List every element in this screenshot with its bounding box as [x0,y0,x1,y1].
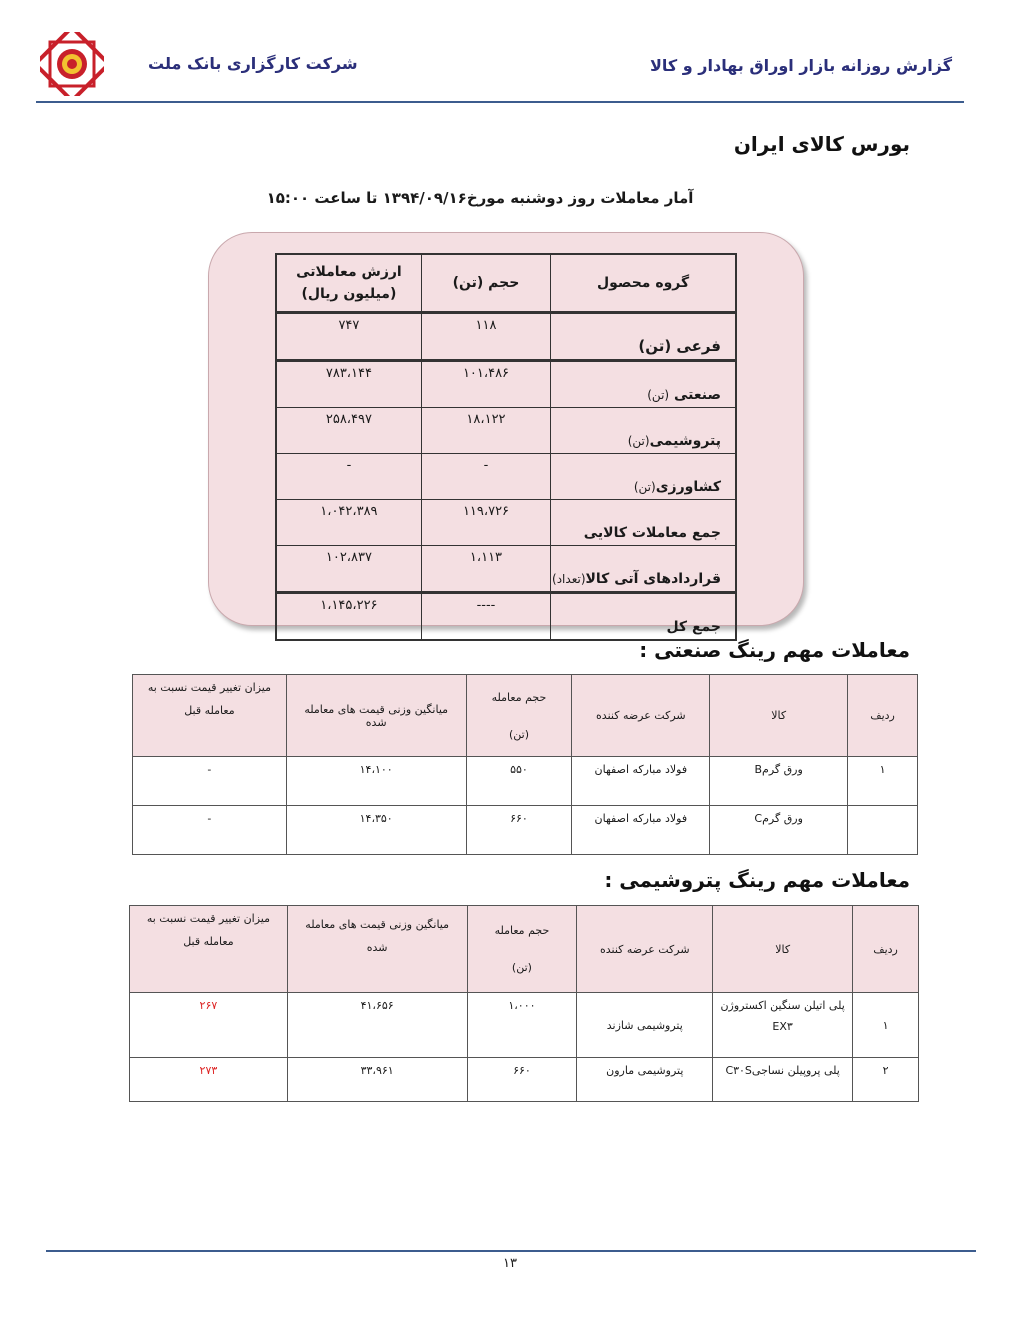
header-volume-line1: حجم معامله [491,690,547,704]
cell-change: ۲۷۳ [130,1058,288,1102]
row-label: پتروشیمی(تن) [551,408,736,454]
cell-commodity-line2: EX۳ [772,1020,793,1033]
table-row [133,806,918,855]
row-value: ۱،۰۴۲،۳۸۹ [276,500,421,546]
cell-avg-price: ۳۳،۹۶۱ [287,1058,467,1102]
cell-supplier: فولاد مبارکه اصفهان [572,757,710,806]
cell-commodity [713,993,853,1058]
row-label: فرعی (تن) [551,313,736,361]
summary-row [276,593,736,641]
header-commodity: کالا [710,675,848,757]
industrial-header-row [133,675,918,757]
header-avg-price [287,906,467,993]
cell-volume: ۶۶۰ [466,806,572,855]
company-name: شرکت کارگزاری بانک ملت [148,54,358,73]
row-volume: - [421,454,550,500]
header-change [133,675,287,757]
cell-avg-price: ۱۴،۳۵۰ [286,806,466,855]
row-label: کشاورزی(تن) [551,454,736,500]
header-change-line2: معامله قبل [184,704,235,717]
header-group: گروه محصول [551,254,736,313]
cell-commodity: ورق گرمB [710,757,848,806]
cell-supplier: پتروشیمی مارون [577,1058,713,1102]
header-supplier: شرکت عرضه کننده [577,906,713,993]
row-label: صنعتی (تن) [551,361,736,408]
section-title-petro: معاملات مهم رینگ پتروشیمی : [604,868,910,892]
cell-change: - [133,806,287,855]
header-volume [467,906,577,993]
row-volume: ---- [421,593,550,641]
row-volume: ۱۸،۱۲۲ [421,408,550,454]
petro-header-row [130,906,919,993]
report-title: گزارش روزانه بازار اوراق بهادار و کالا [649,56,952,75]
bank-mellat-logo [40,32,104,96]
page-number: ۱۳ [503,1256,517,1271]
header-volume [466,675,572,757]
header-value-line1: ارزش معاملاتی [296,264,402,280]
cell-supplier: پتروشیمی شازند [577,993,713,1058]
cell-row-no: ۱ [853,993,919,1058]
summary-row [276,313,736,361]
summary-header-row [276,254,736,313]
cell-volume: ۵۵۰ [466,757,572,806]
summary-row [276,361,736,408]
header-commodity: کالا [713,906,853,993]
row-value: ۷۸۳،۱۴۴ [276,361,421,408]
summary-row [276,546,736,593]
summary-row [276,500,736,546]
cell-commodity [713,1058,853,1102]
header-volume-line2: (تن) [508,727,529,741]
summary-subtitle: آمار معاملات روز دوشنبه مورخ۱۳۹۴/۰۹/۱۶ تا ساعت ۱۵:۰۰ [266,189,694,207]
header-volume-line1: حجم معامله [494,924,550,937]
cell-commodity-line1: پلی اتیلن سنگین اکستروژن [720,999,845,1012]
row-label: قراردادهای آتی کالا(تعداد) [551,546,736,593]
petro-deals-table [129,905,919,1102]
header-supplier: شرکت عرضه کننده [572,675,710,757]
table-row [133,757,918,806]
header-value-line2: (میلیون ریال) [301,286,397,302]
header-value [276,254,421,313]
summary-table [275,253,737,641]
row-value: ۱،۱۴۵،۲۲۶ [276,593,421,641]
row-volume: ۱۱۸ [421,313,550,361]
summary-row [276,454,736,500]
row-value: ۱۰۲،۸۳۷ [276,546,421,593]
row-label: جمع معاملات کالایی [551,500,736,546]
industrial-deals-table [132,674,918,855]
cell-volume: ۶۶۰ [467,1058,577,1102]
row-value: - [276,454,421,500]
header-row-no: ردیف [848,675,918,757]
header-volume: حجم (تن) [421,254,550,313]
cell-change: - [133,757,287,806]
header-change [130,906,288,993]
cell-row-no [848,806,918,855]
cell-commodity: ورق گرمC [710,806,848,855]
section-title-industrial: معاملات مهم رینگ صنعتی : [639,638,910,662]
header-row-no: ردیف [853,906,919,993]
cell-avg-price: ۱۴،۱۰۰ [286,757,466,806]
cell-change: ۲۶۷ [130,993,288,1058]
row-value: ۲۵۸،۴۹۷ [276,408,421,454]
header-change-line1: میزان تغییر قیمت نسبت به [147,681,271,694]
cell-row-no: ۱ [848,757,918,806]
section-title-ime: بورس کالای ایران [733,132,910,156]
table-row [130,1058,919,1102]
row-volume: ۱،۱۱۳ [421,546,550,593]
row-label: جمع کل [551,593,736,641]
cell-commodity-line1: پلی پروپیلن نساجیC۳۰S [725,1064,840,1077]
row-value: ۷۴۷ [276,313,421,361]
row-volume: ۱۰۱،۴۸۶ [421,361,550,408]
footer-divider [46,1250,976,1252]
summary-row [276,408,736,454]
cell-supplier: فولاد مبارکه اصفهان [572,806,710,855]
header-change-line2: معامله قبل [183,935,234,948]
table-row [130,993,919,1058]
header-volume-line2: (تن) [511,961,532,974]
header-change-line1: میزان تغییر قیمت نسبت به [146,912,270,925]
header-divider [36,101,964,103]
cell-avg-price: ۴۱،۶۵۶ [287,993,467,1058]
row-volume: ۱۱۹،۷۲۶ [421,500,550,546]
cell-volume: ۱،۰۰۰ [467,993,577,1058]
cell-row-no: ۲ [853,1058,919,1102]
header-avg-price: میانگین وزنی قیمت های معامله شده [286,675,466,757]
header-avg-price-line1: میانگین وزنی قیمت های معامله [305,918,450,931]
header-avg-price-line2: شده [366,941,388,954]
